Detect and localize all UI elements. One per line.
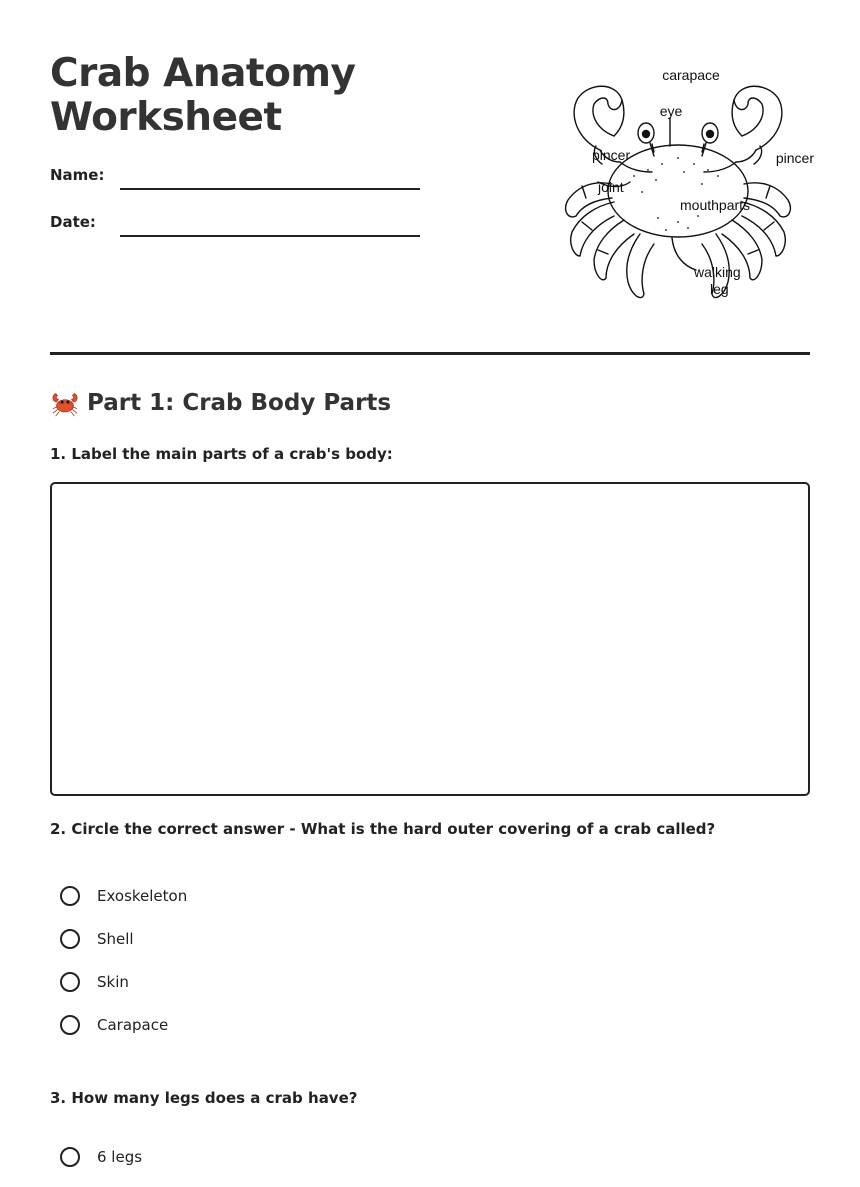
- date-line[interactable]: [120, 235, 420, 237]
- worksheet-header: [50, 0, 814, 355]
- worksheet-title: [50, 52, 355, 140]
- title-line-1: Crab Anatomy: [50, 51, 356, 96]
- radio-circle-icon[interactable]: [60, 929, 80, 949]
- radio-circle-icon[interactable]: [60, 886, 80, 906]
- label-joint: joint: [598, 179, 624, 195]
- right-claw-shape: [734, 86, 782, 150]
- option-label: Shell: [97, 930, 134, 948]
- option-label: Exoskeleton: [97, 887, 188, 905]
- question-2-options: [60, 883, 560, 1055]
- crab-icon: [50, 388, 80, 418]
- option-label: Skin: [97, 973, 129, 991]
- left-claw-inner: [614, 100, 624, 136]
- part-1-heading-text: Part 1: Crab Body Parts: [87, 390, 392, 416]
- date-label: Date:: [50, 213, 96, 231]
- radio-circle-icon[interactable]: [60, 972, 80, 992]
- option-carapace[interactable]: [60, 1012, 560, 1055]
- option-skin[interactable]: [60, 969, 560, 1012]
- date-field: [50, 207, 420, 237]
- worksheet-page: [50, 0, 814, 1166]
- option-exoskeleton[interactable]: [60, 883, 560, 926]
- label-pincer-left: pincer: [592, 147, 631, 163]
- question-3: 3. How many legs does a crab have?: [50, 1089, 358, 1107]
- question-1: 1. Label the main parts of a crab's body:: [50, 445, 393, 463]
- option-label: Carapace: [97, 1016, 169, 1034]
- labeling-box[interactable]: [50, 482, 810, 796]
- label-walking: walking: [694, 264, 741, 280]
- crab-diagram: [538, 60, 818, 310]
- name-line[interactable]: [120, 188, 420, 190]
- question-3-options: [60, 1144, 560, 1187]
- option-label: 6 legs: [97, 1148, 143, 1166]
- name-field: [50, 160, 420, 190]
- label-pincer-right: pincer: [775, 150, 814, 166]
- label-eye: eye: [659, 103, 683, 119]
- radio-circle-icon[interactable]: [60, 1015, 80, 1035]
- label-carapace: carapace: [662, 67, 720, 83]
- option-shell[interactable]: [60, 926, 560, 969]
- option-6-legs[interactable]: [60, 1144, 560, 1187]
- label-mouthparts: mouthparts: [680, 197, 751, 213]
- label-leg: leg: [710, 281, 729, 297]
- radio-circle-icon[interactable]: [60, 1147, 80, 1167]
- title-line-2: Worksheet: [50, 95, 282, 140]
- left-claw-shape: [574, 86, 622, 150]
- name-label: Name:: [50, 166, 105, 184]
- part-1-heading: [50, 388, 391, 418]
- question-2: 2. Circle the correct answer - What is the hard outer covering of a crab called?: [50, 820, 716, 838]
- right-claw-inner: [732, 100, 742, 136]
